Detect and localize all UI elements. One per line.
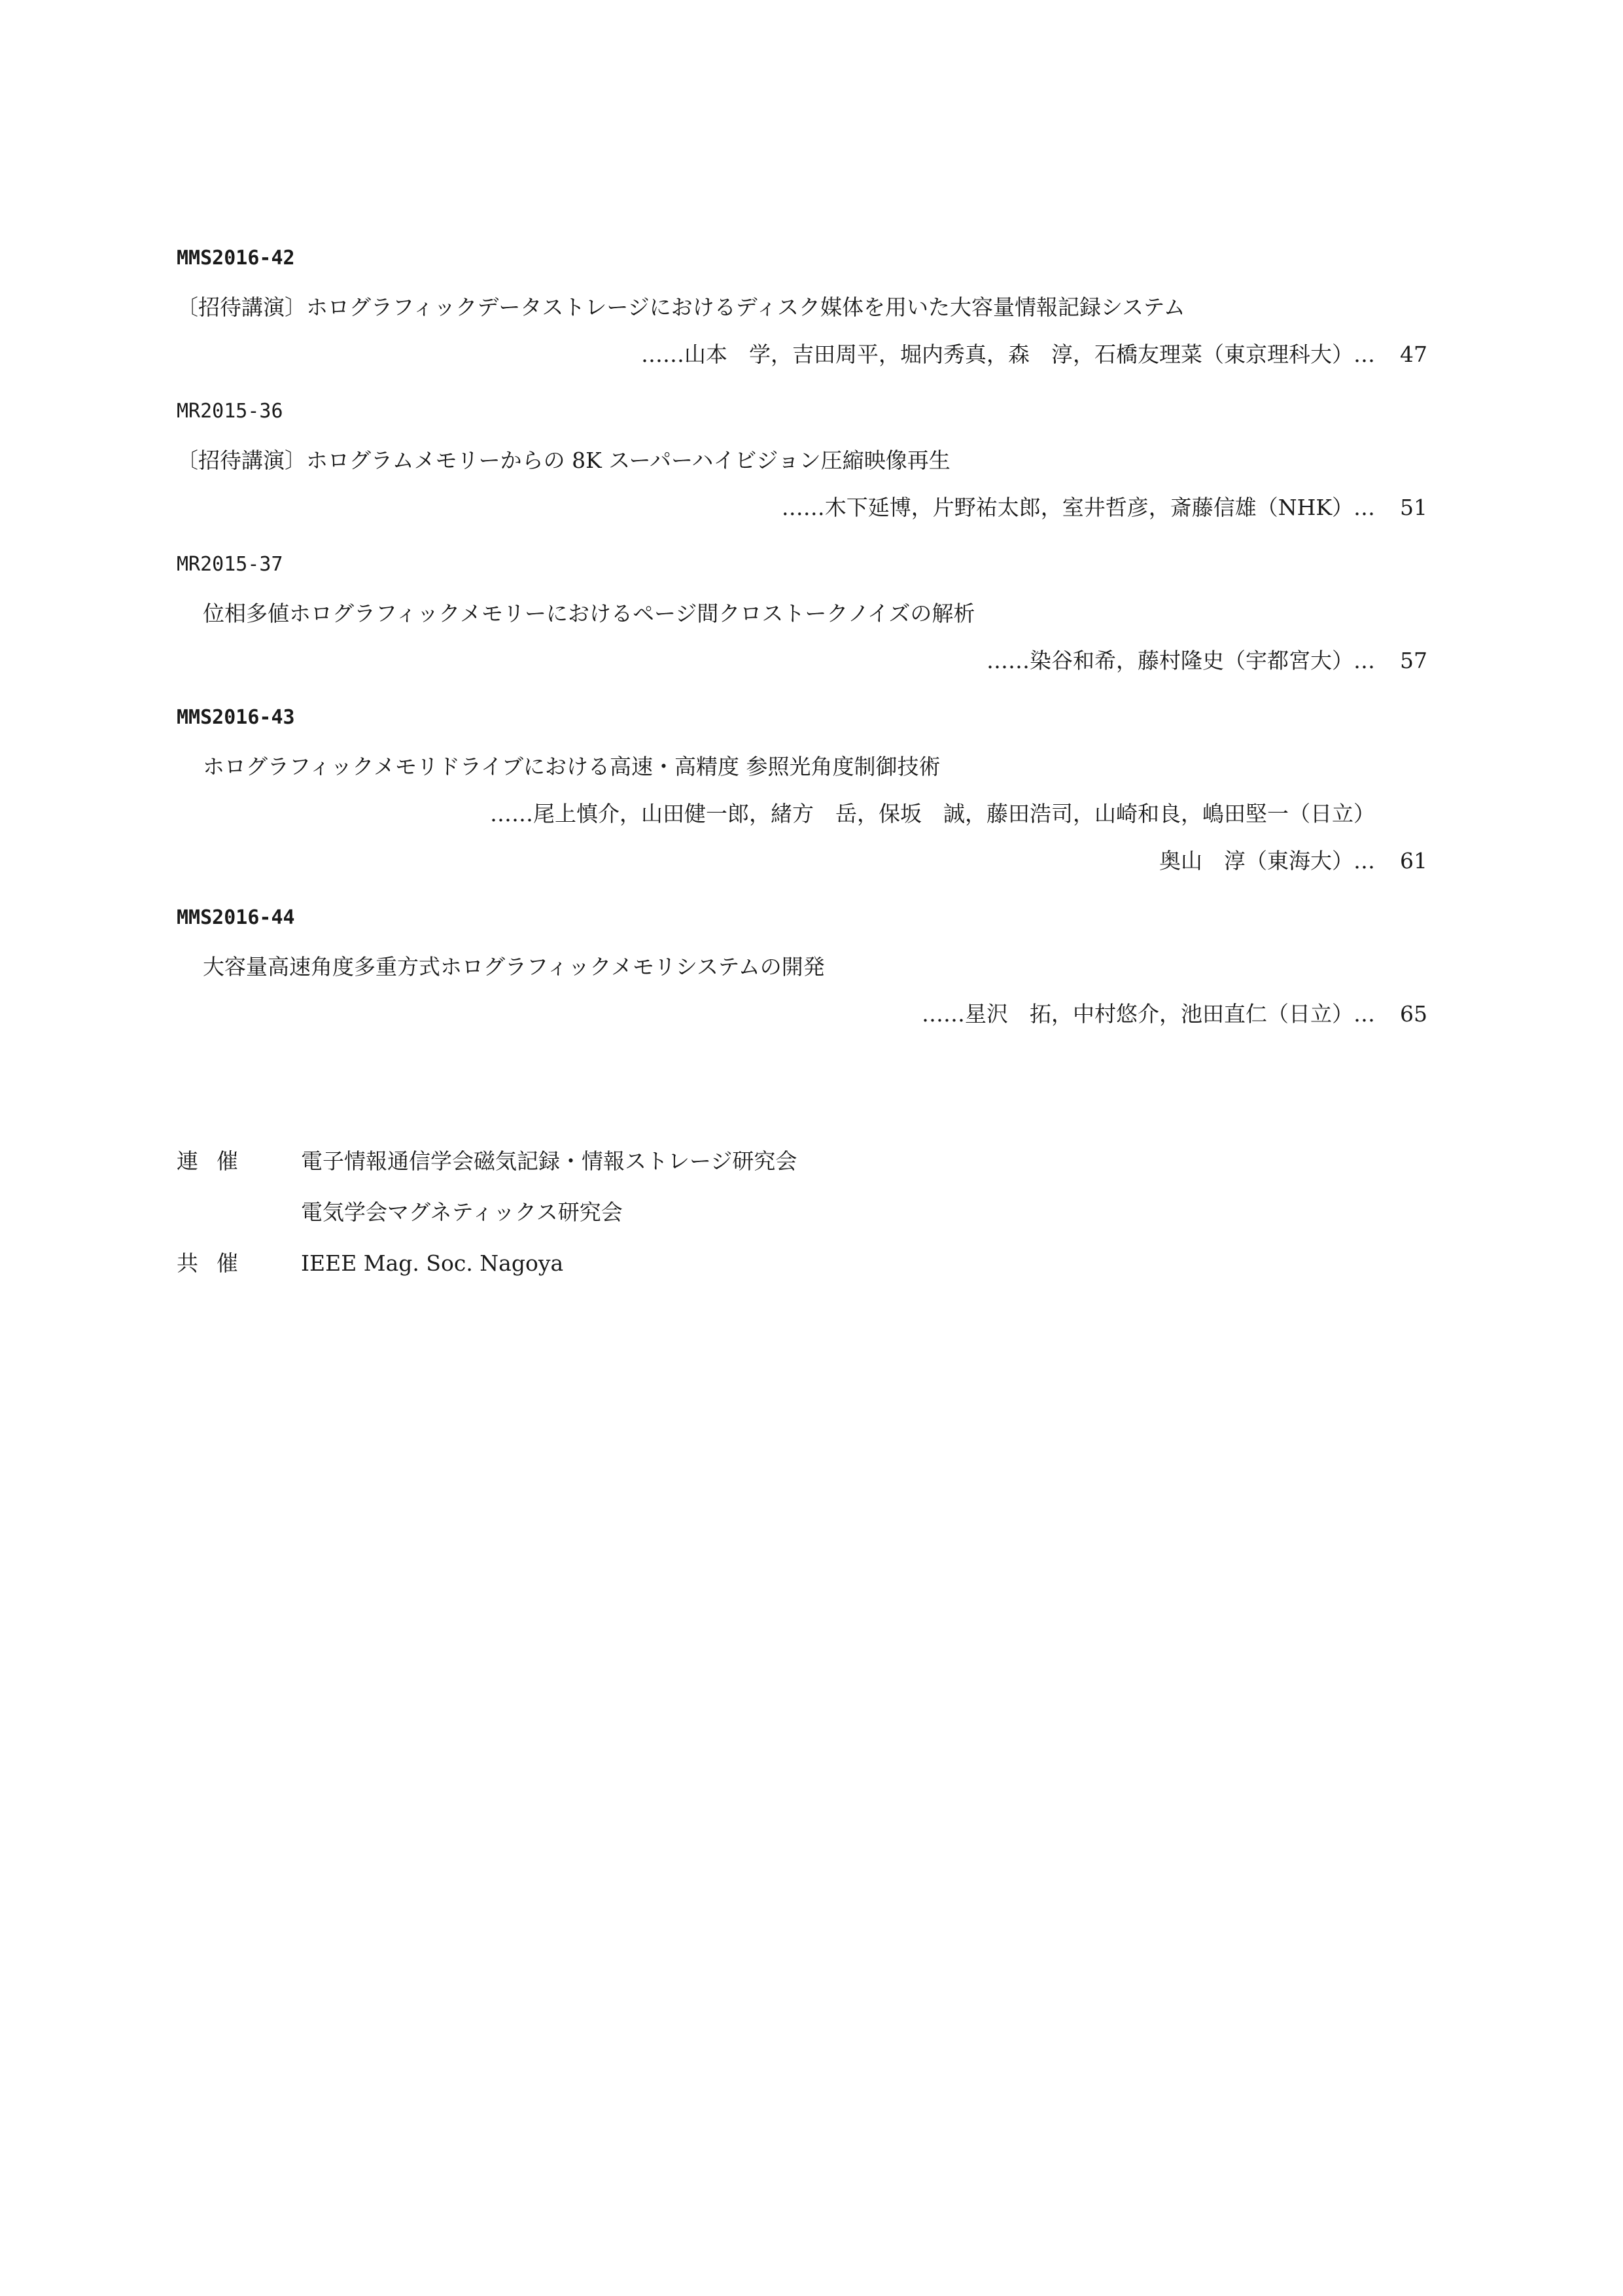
- entry-mms2016-44: [177, 908, 1427, 1027]
- co-sponsor-value-2: 電気学会マグネティックス研究会: [301, 1199, 623, 1225]
- entry-authors: [177, 495, 1427, 521]
- page-number: 47: [1400, 342, 1427, 367]
- entry-code: MMS2016-42: [177, 247, 295, 270]
- authors-text: ……山本 学，吉田周平，堀内秀真，森 淳，石橋友理菜（東京理科大）…: [641, 342, 1375, 367]
- page-number: 61: [1400, 848, 1427, 874]
- authors-text: ……木下延博，片野祐太郎，室井哲彦，斎藤信雄（NHK）…: [781, 495, 1375, 520]
- entry-authors: [177, 848, 1427, 874]
- co-sponsor-value-1: 電子情報通信学会磁気記録・情報ストレージ研究会: [301, 1148, 797, 1174]
- page-number: 65: [1400, 1001, 1427, 1027]
- co-sponsor-label: 連催: [177, 1148, 256, 1174]
- entry-mms2016-43: [177, 708, 1427, 874]
- entry-title: 位相多値ホログラフィックメモリーにおけるページ間クロストークノイズの解析: [203, 601, 975, 626]
- organizers: [177, 1148, 1427, 1301]
- joint-sponsor-row: [177, 1250, 1427, 1277]
- joint-sponsor-label: 共催: [177, 1250, 256, 1276]
- co-sponsor-row: [177, 1148, 1427, 1174]
- entry-title: ホログラフィックメモリドライブにおける高速・高精度 参照光角度制御技術: [203, 754, 941, 779]
- entry-code: MMS2016-43: [177, 706, 295, 729]
- entry-authors: [177, 1001, 1427, 1027]
- entry-authors-line1: [177, 801, 1427, 827]
- entry-title: 〔招待講演〕ホログラフィックデータストレージにおけるディスク媒体を用いた大容量情報記録システム: [177, 294, 1185, 320]
- entry-title: 〔招待講演〕ホログラムメモリーからの 8K スーパーハイビジョン圧縮映像再生: [177, 448, 951, 473]
- entry-authors: [177, 648, 1427, 674]
- entry-code: MMS2016-44: [177, 906, 295, 929]
- co-sponsor-row-2: [177, 1199, 1427, 1226]
- co-sponsor-label-spacer: [177, 1199, 301, 1226]
- entry-code: MR2015-37: [177, 553, 283, 576]
- entry-mr2015-37: [177, 555, 1427, 674]
- entry-code: MR2015-36: [177, 400, 283, 423]
- entry-title: 大容量高速角度多重方式ホログラフィックメモリシステムの開発: [203, 954, 825, 980]
- authors-text: ……星沢 拓，中村悠介，池田直仁（日立）…: [922, 1001, 1375, 1027]
- joint-sponsor-value: IEEE Mag. Soc. Nagoya: [301, 1250, 564, 1276]
- authors-text: ……尾上慎介，山田健一郎，緒方 岳，保坂 誠，藤田浩司，山崎和良，嶋田堅一（日立）: [490, 801, 1375, 826]
- authors-text: ……染谷和希，藤村隆史（宇都宮大）…: [986, 648, 1375, 673]
- authors-text: 奥山 淳（東海大）…: [1159, 848, 1375, 874]
- contents-list: [177, 249, 1427, 1027]
- page-number: 57: [1400, 648, 1427, 673]
- page-number: 51: [1400, 495, 1427, 520]
- entry-mms2016-42: [177, 249, 1427, 368]
- entry-authors: [177, 342, 1427, 368]
- entry-mr2015-36: [177, 402, 1427, 521]
